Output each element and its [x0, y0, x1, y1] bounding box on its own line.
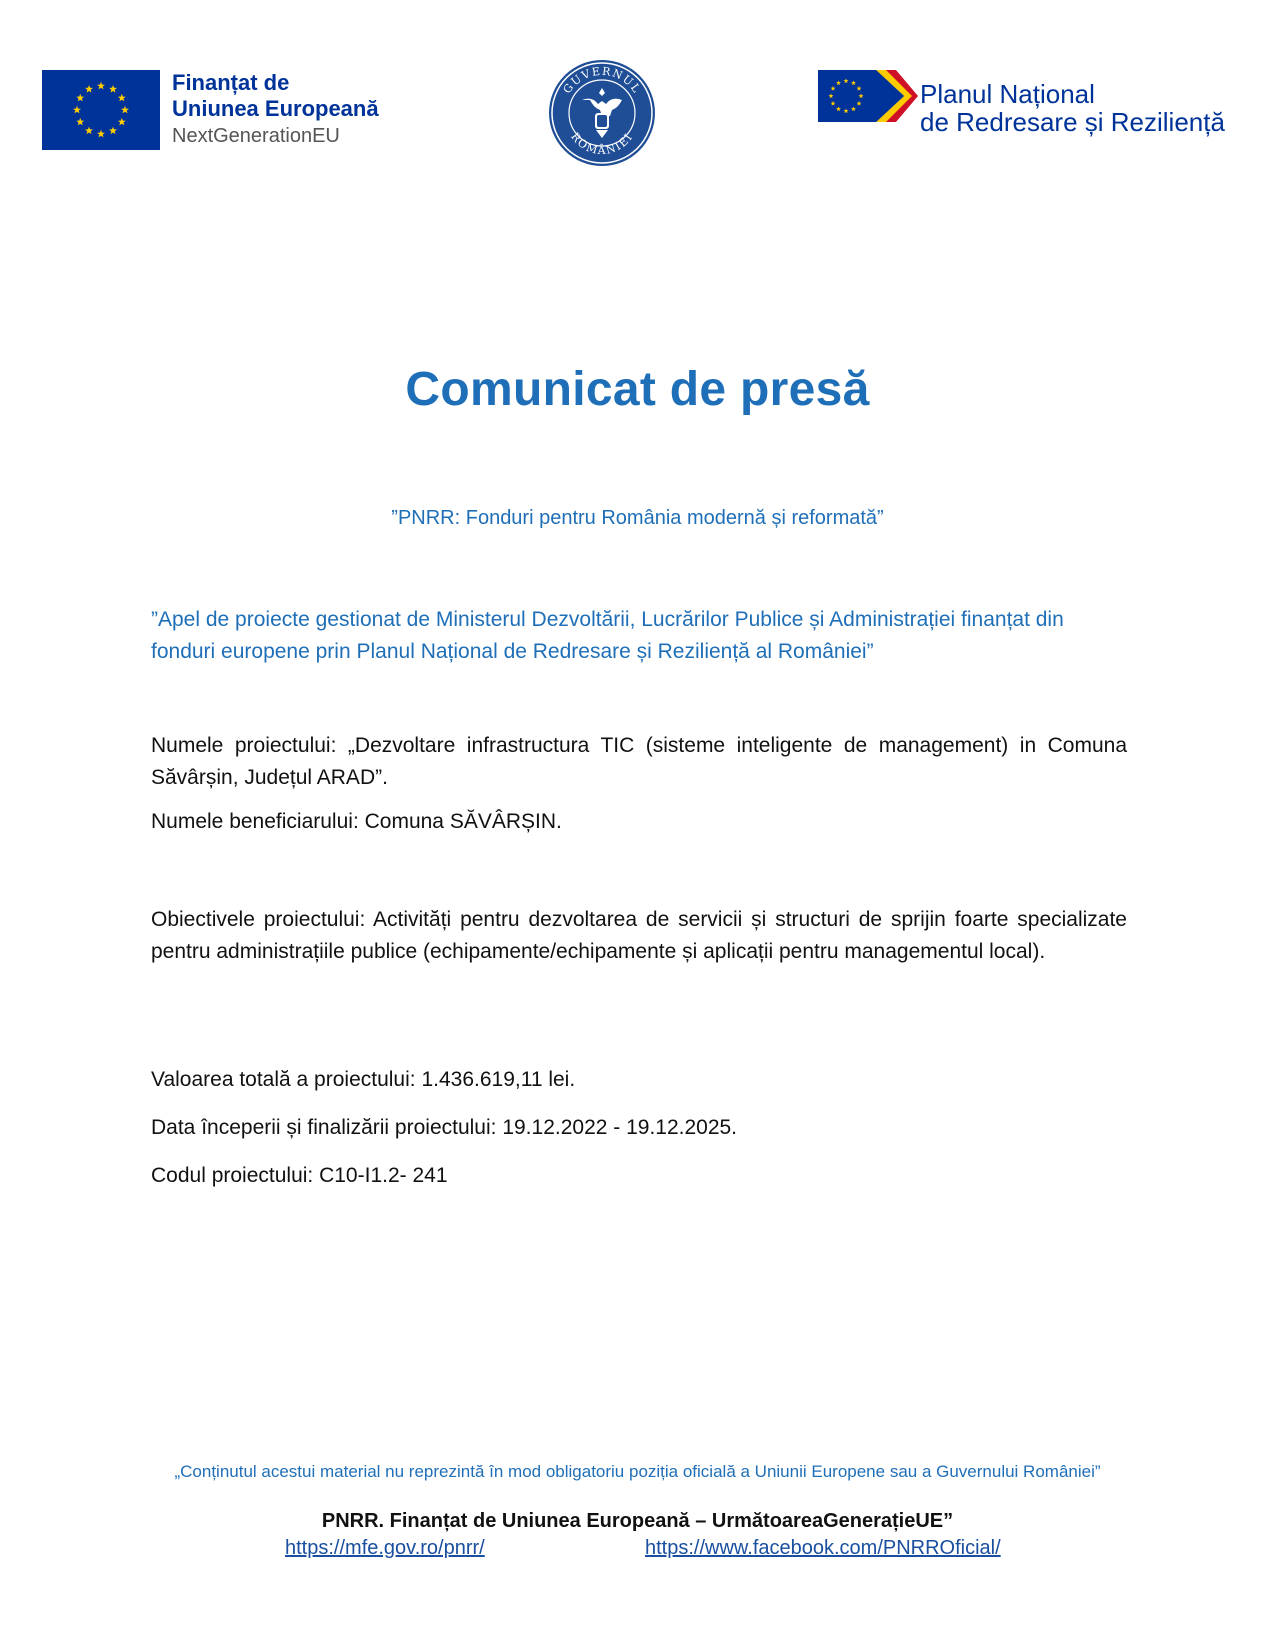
page-subtitle: ”PNRR: Fonduri pentru România modernă și reformată” [391, 507, 884, 529]
pnrr-flag-chevron-icon [818, 68, 918, 124]
eu-logo-line3: NextGenerationEU [172, 125, 340, 147]
project-code-text: Codul proiectului: C10-I1.2- 241 [151, 1164, 448, 1187]
beneficiary-text: Numele beneficiarului: Comuna SĂVÂRȘIN. [151, 810, 562, 833]
pnrr-logo-line1: Planul Național [920, 79, 1095, 109]
project-dates-text: Data începerii și finalizării proiectului: 19.12.2022 - 19.12.2025. [151, 1116, 738, 1139]
romanian-government-seal-icon [547, 58, 657, 168]
footer-disclaimer: „Conținutul acestui material nu reprezintă în mod obligatoriu poziția oficială a Uniunii Europene sau a Guvernului României” [174, 1462, 1101, 1481]
pnrr-logo-line2: de Redresare și Reziliență [920, 107, 1225, 137]
eu-logo-line1: Finanțat de [172, 70, 290, 95]
svg-text:ROMÂNIEI: ROMÂNIEI [568, 130, 636, 158]
call-for-projects-text: ”Apel de proiecte gestionat de Ministerul Dezvoltării, Lucrărilor Publice și Administrației finanțat din fonduri europene prin Planul Național de Redresare și Reziliență al României” [151, 608, 1064, 663]
objectives-text: Obiectivele proiectului: Activități pentru dezvoltarea de servicii și structuri de sprijin foarte specializate pentru administrațiile publice (echipamente/echipamente și aplicații pentru managementul local). [151, 908, 1127, 963]
eu-flag-icon [42, 70, 160, 150]
project-name-text: Numele proiectului: „Dezvoltare infrastructura TIC (sisteme inteligente de management) in Comuna Săvârșin, Județul ARAD”. [151, 734, 1127, 789]
pnrr-logo [818, 68, 1248, 148]
total-value-text: Valoarea totală a proiectului: 1.436.619,11 lei. [151, 1068, 576, 1091]
eu-funding-logo [42, 70, 442, 152]
facebook-pnrr-link[interactable]: https://www.facebook.com/PNRROficial/ [645, 1537, 1001, 1559]
mfe-pnrr-link[interactable]: https://mfe.gov.ro/pnrr/ [285, 1537, 485, 1559]
pnrr-logo-text [920, 80, 1225, 136]
footer-title: PNRR. Finanțat de Uniunea Europeană – UrmătoareaGenerațieUE” [321, 1510, 954, 1532]
eu-logo-text [172, 70, 379, 150]
eu-logo-line2: Uniunea Europeană [172, 96, 379, 121]
page-title: Comunicat de presă [405, 363, 870, 416]
svg-text:GUVERNUL: GUVERNUL [560, 64, 644, 97]
